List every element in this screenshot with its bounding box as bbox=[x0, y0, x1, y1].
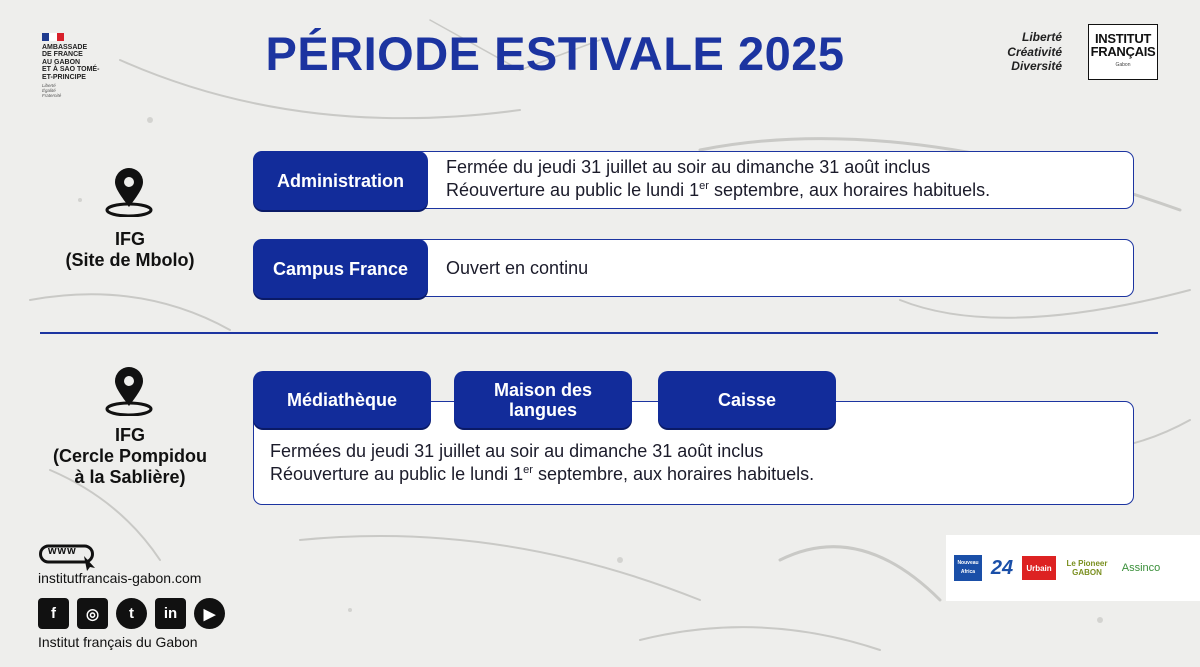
facebook-icon[interactable]: f bbox=[38, 598, 69, 629]
partner-logos bbox=[946, 535, 1200, 601]
linkedin-icon[interactable]: in bbox=[155, 598, 186, 629]
partner-logo-24: 24 bbox=[990, 556, 1014, 579]
divider bbox=[40, 332, 1158, 334]
tag-maison-des-langues: Maison des langues bbox=[454, 371, 632, 428]
pompidou-line2 bbox=[270, 463, 1130, 486]
line2-text: Réouverture au public le lundi 1 bbox=[446, 180, 700, 200]
location-pin-icon bbox=[104, 167, 154, 217]
institut-motto: Liberté Créativité Diversité bbox=[1007, 30, 1062, 73]
location-pin-icon bbox=[104, 366, 154, 416]
youtube-icon[interactable]: ▶ bbox=[194, 598, 225, 629]
partner-logo-assinco: Assinco bbox=[1121, 561, 1161, 574]
administration-text bbox=[446, 156, 1126, 202]
partner-logo-nouveau-africa: Nouveau Africa bbox=[954, 555, 982, 581]
line2-sup: er bbox=[523, 464, 533, 476]
instagram-icon[interactable]: ◎ bbox=[77, 598, 108, 629]
administration-line2 bbox=[446, 179, 1126, 202]
organization-name: Institut français du Gabon bbox=[38, 634, 198, 650]
site-pompidou-label: IFG (Cercle Pompidou à la Sablière) bbox=[52, 425, 208, 487]
pompidou-line1: Fermées du jeudi 31 juillet au soir au dimanche 31 août inclus bbox=[270, 441, 764, 461]
twitter-icon[interactable]: t bbox=[116, 598, 147, 629]
page-title: PÉRIODE ESTIVALE 2025 bbox=[265, 27, 845, 80]
social-icons bbox=[38, 598, 225, 629]
institut-francais-logo bbox=[1088, 24, 1158, 80]
embassy-name: AMBASSADE DE FRANCE AU GABON ET À SAO TOMÉ- ET-PRINCIPE bbox=[42, 44, 100, 81]
www-label: www bbox=[48, 545, 77, 557]
line2-text-end: septembre, aux horaires habituels. bbox=[532, 464, 815, 484]
pompidou-text bbox=[270, 440, 1130, 486]
tag-campus-france: Campus France bbox=[253, 239, 428, 298]
website-link[interactable]: institutfrancais-gabon.com bbox=[38, 570, 202, 586]
logo-text: INSTITUT FRANÇAIS bbox=[1090, 31, 1156, 59]
line2-text: Réouverture au public le lundi 1 bbox=[270, 464, 524, 484]
line2-text-end: septembre, aux horaires habituels. bbox=[708, 180, 991, 200]
tag-caisse: Caisse bbox=[658, 371, 836, 428]
partner-logo-pioneer-gabon: Le Pioneer GABON bbox=[1066, 559, 1108, 577]
tag-administration: Administration bbox=[253, 151, 428, 210]
administration-line1: Fermée du jeudi 31 juillet au soir au dimanche 31 août inclus bbox=[446, 157, 931, 177]
tag-mediatheque: Médiathèque bbox=[253, 371, 431, 428]
line2-sup: er bbox=[699, 180, 709, 192]
embassy-motto: Liberté Égalité Fraternité bbox=[42, 83, 62, 99]
campus-france-text: Ouvert en continu bbox=[446, 258, 589, 278]
site-mbolo-label: IFG (Site de Mbolo) bbox=[65, 229, 195, 270]
logo-subtext: Gabon bbox=[1115, 62, 1131, 68]
partner-logo-urbain: Urbain bbox=[1022, 556, 1056, 580]
